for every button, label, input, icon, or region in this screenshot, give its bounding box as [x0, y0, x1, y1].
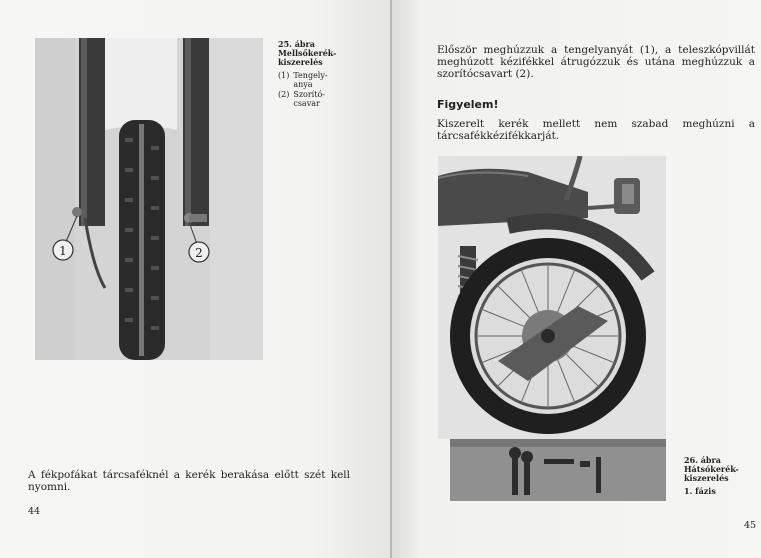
legend-line: anya [293, 80, 313, 89]
figure-25-title: 25. ábra [278, 39, 315, 49]
page-number-right: 45 [744, 520, 757, 531]
page-number-left: 44 [28, 506, 41, 517]
tools-illustration [450, 439, 666, 501]
figure-26-caption [684, 456, 756, 496]
legend-item [278, 71, 378, 89]
callout-1: 1 [59, 244, 67, 258]
legend-item [278, 90, 378, 108]
figure-25-legend [278, 71, 378, 108]
figure-25-subtitle-1: Mellsőkerék- [278, 48, 337, 58]
tools-photo [450, 439, 666, 501]
callout-2: 2 [195, 246, 203, 260]
legend-number: (1) [278, 71, 290, 80]
legend-line: Tengely- [293, 71, 328, 80]
rear-wheel-illustration [438, 156, 666, 439]
figure-25-subtitle-2: kiszerelés [278, 57, 323, 67]
front-wheel-illustration [35, 38, 263, 360]
figure-26-subtitle-2: kiszerelés [684, 473, 729, 483]
warning-heading: Figyelem! [437, 98, 499, 111]
rear-wheel-photo [438, 156, 666, 439]
legend-text [293, 90, 378, 108]
figure-26-title: 26. ábra [684, 455, 721, 465]
legend-text [293, 71, 378, 89]
intro-paragraph: Először meghúzzuk a tengelyanyát (1), a teleszkópvillát meghúzott kézifékkel átrugózzuk és utána meghúzzuk a szorítócsavart (2). [437, 44, 755, 80]
front-wheel-photo [35, 38, 263, 360]
figure-25-caption [278, 40, 378, 109]
brake-instruction-text: A fékpofákat tárcsaféknél a kerék berakása előtt szét kell nyomni. [28, 469, 350, 493]
legend-line: Szorító- [293, 90, 325, 99]
legend-line: csavar [293, 99, 320, 108]
figure-26-subtitle-1: Hátsókerék- [684, 464, 739, 474]
legend-number: (2) [278, 90, 290, 99]
warning-paragraph: Kiszerelt kerék mellett nem szabad meghúzni a tárcsafékkézifékkarját. [437, 118, 755, 142]
figure-26-phase: 1. fázis [684, 486, 716, 496]
